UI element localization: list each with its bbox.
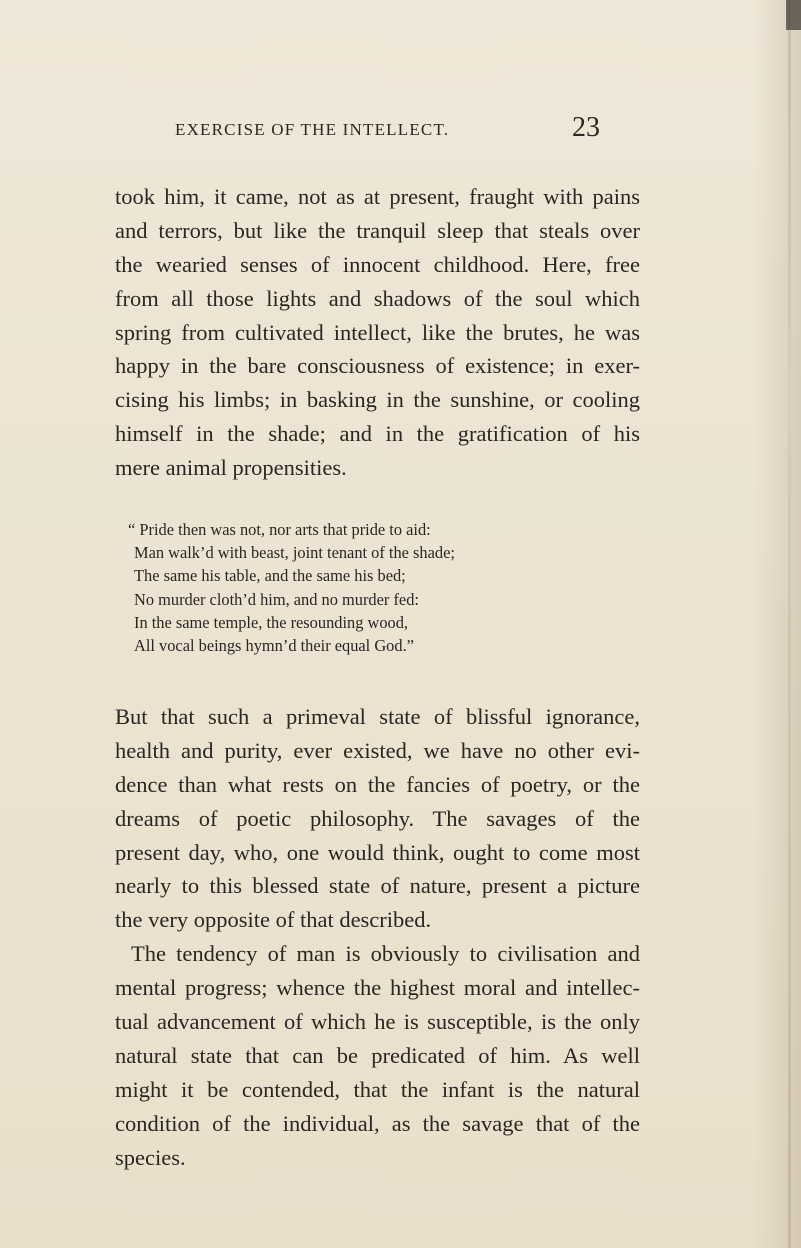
page-edge	[788, 0, 791, 1248]
text-line: condition of the individual, as the savage that of the	[115, 1110, 640, 1136]
text-line: cising his limbs; in basking in the sunshine, or cooling	[115, 387, 640, 413]
text-line: and terrors, but like the tranquil sleep that steals over	[115, 217, 640, 243]
text-line: natural state that can be predicated of him. As well	[115, 1042, 640, 1068]
text-line: the wearied senses of innocent childhood. Here, free	[115, 251, 640, 277]
text-line: spring from cultivated intellect, like the brutes, he was	[115, 319, 640, 345]
page-corner-shadow	[786, 0, 801, 30]
text-line: the very opposite of that described.	[115, 907, 432, 933]
text-line: species.	[115, 1144, 186, 1170]
text-line: present day, who, one would think, ought to come most	[115, 839, 640, 865]
text-line: himself in the shade; and in the gratification of his	[115, 421, 640, 447]
text-line: mental progress; whence the highest moral and intellec-	[115, 975, 640, 1001]
text-line: But that such a primeval state of blissful ignorance,	[115, 704, 640, 729]
text-line: dreams of poetic philosophy. The savages of the	[115, 805, 640, 831]
text-line: happy in the bare consciousness of existence; in exer-	[115, 353, 640, 379]
running-title: EXERCISE OF THE INTELLECT.	[175, 120, 450, 139]
text-line: tual advancement of which he is susceptible, is the only	[115, 1009, 640, 1035]
verse-line: No murder cloth’d him, and no murder fed:	[134, 589, 419, 609]
page-number: 23	[572, 112, 600, 143]
verse-line: Man walk’d with beast, joint tenant of the shade;	[134, 543, 455, 563]
text-line: might it be contended, that the infant is the natural	[115, 1076, 640, 1102]
paragraph-1	[115, 180, 640, 485]
verse-quotation	[128, 518, 604, 657]
text-line: mere animal propensities.	[115, 455, 347, 481]
text-line: The tendency of man is obviously to civilisation and	[131, 941, 640, 967]
text-line: health and purity, ever existed, we have no other evi-	[115, 737, 640, 763]
verse-line: In the same temple, the resounding wood,	[134, 612, 409, 632]
verse-line: The same his table, and the same his bed;	[134, 566, 406, 586]
text-line: took him, it came, not as at present, fraught with pains	[115, 184, 640, 209]
text-line: dence than what rests on the fancies of poetry, or the	[115, 771, 640, 797]
verse-line: All vocal beings hymn’d their equal God.”	[134, 635, 414, 655]
text-line: from all those lights and shadows of the soul which	[115, 285, 640, 311]
running-head	[175, 112, 600, 150]
text-line: nearly to this blessed state of nature, present a picture	[115, 873, 640, 899]
verse-line: “ Pride then was not, nor arts that pride to aid:	[128, 520, 431, 539]
paragraph-2-3	[115, 700, 640, 1174]
